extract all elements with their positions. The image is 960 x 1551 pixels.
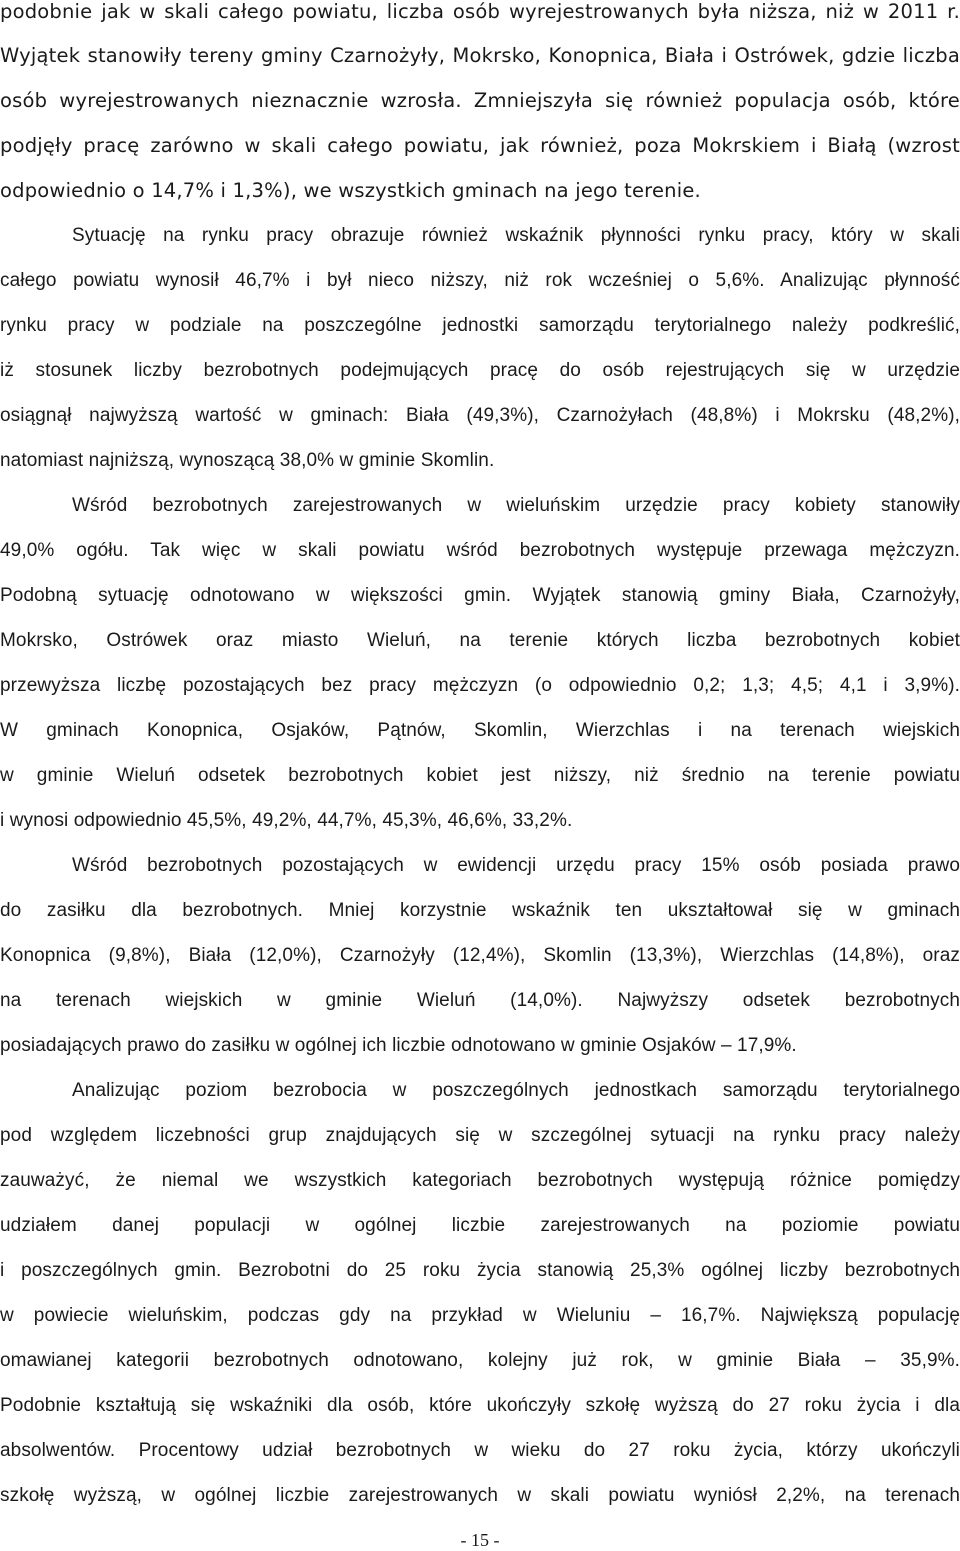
text-line: W gminach Konopnica, Osjaków, Pątnów, Skomlin, Wierzchlas i na terenach wiejskich [0,720,960,741]
text-line: w powiecie wieluńskim, podczas gdy na przykład w Wieluniu – 16,7%. Największą populację [0,1305,960,1326]
text-line: i poszczególnych gmin. Bezrobotni do 25 roku życia stanowią 25,3% ogólnej liczby bezrobotnych [0,1260,960,1281]
text-line: Wśród bezrobotnych zarejestrowanych w wieluńskim urzędzie pracy kobiety stanowiły [72,495,960,516]
text-line: Konopnica (9,8%), Biała (12,0%), Czarnożyły (12,4%), Skomlin (13,3%), Wierzchlas (14,8%), oraz [0,945,960,966]
text-line: Sytuację na rynku pracy obrazuje również wskaźnik płynności rynku pracy, który w skali [72,225,960,246]
text-line: przewyższa liczbę pozostających bez pracy mężczyzn (o odpowiednio 0,2; 1,3; 4,5; 4,1 i 3,9%). [0,675,960,696]
text-line: podobnie jak w skali całego powiatu, liczba osób wyrejestrowanych była niższa, niż w 2011 r. [0,0,960,23]
text-line: Analizując poziom bezrobocia w poszczególnych jednostkach samorządu terytorialnego [72,1080,960,1101]
text-line: podjęły pracę zarówno w skali całego powiatu, jak również, poza Mokrskiem i Białą (wzrost [0,134,960,157]
text-line: osób wyrejestrowanych nieznacznie wzrosła. Zmniejszyła się również populacja osób, które [0,89,960,112]
text-line: posiadających prawo do zasiłku w ogólnej ich liczbie odnotowano w gminie Osjaków – 17,9%. [0,1035,797,1056]
text-line: w gminie Wieluń odsetek bezrobotnych kobiet jest niższy, niż średnio na terenie powiatu [0,765,960,786]
text-line: omawianej kategorii bezrobotnych odnotowano, kolejny już rok, w gminie Biała – 35,9%. [0,1350,960,1371]
text-line: całego powiatu wynosił 46,7% i był nieco niższy, niż rok wcześniej o 5,6%. Analizując płynność [0,270,960,291]
text-line: zauważyć, że niemal we wszystkich kategoriach bezrobotnych występują różnice pomiędzy [0,1170,960,1191]
text-line: Podobną sytuację odnotowano w większości gmin. Wyjątek stanowią gminy Biała, Czarnożyły, [0,585,960,606]
text-line: na terenach wiejskich w gminie Wieluń (14,0%). Najwyższy odsetek bezrobotnych [0,990,960,1011]
text-line: do zasiłku dla bezrobotnych. Mniej korzystnie wskaźnik ten ukształtował się w gminach [0,900,960,921]
text-line: odpowiednio o 14,7% i 1,3%), we wszystkich gminach na jego terenie. [0,179,701,202]
text-line: iż stosunek liczby bezrobotnych podejmujących pracę do osób rejestrujących się w urzędzie [0,360,960,381]
text-line: Wyjątek stanowiły tereny gminy Czarnożyły, Mokrsko, Konopnica, Biała i Ostrówek, gdzie liczba [0,44,960,67]
text-line: absolwentów. Procentowy udział bezrobotnych w wieku do 27 roku życia, którzy ukończyli [0,1440,960,1461]
text-line: 49,0% ogółu. Tak więc w skali powiatu wśród bezrobotnych występuje przewaga mężczyzn. [0,540,960,561]
text-line: natomiast najniższą, wynoszącą 38,0% w gminie Skomlin. [0,450,495,471]
text-line: rynku pracy w podziale na poszczególne jednostki samorządu terytorialnego należy podkreślić, [0,315,960,336]
text-line: Mokrsko, Ostrówek oraz miasto Wieluń, na terenie których liczba bezrobotnych kobiet [0,630,960,651]
text-line: i wynosi odpowiednio 45,5%, 49,2%, 44,7%, 45,3%, 46,6%, 33,2%. [0,810,573,831]
text-line: udziałem danej populacji w ogólnej liczbie zarejestrowanych na poziomie powiatu [0,1215,960,1236]
text-line: Wśród bezrobotnych pozostających w ewidencji urzędu pracy 15% osób posiada prawo [72,855,960,876]
text-line: osiągnął najwyższą wartość w gminach: Biała (49,3%), Czarnożyłach (48,8%) i Mokrsku (48,2%), [0,405,960,426]
text-line: Podobnie kształtują się wskaźniki dla osób, które ukończyły szkołę wyższą do 27 roku życia i dla [0,1395,960,1416]
page-number: - 15 - [460,1530,500,1550]
text-line: szkołę wyższą, w ogólnej liczbie zarejestrowanych w skali powiatu wyniósł 2,2%, na terenach [0,1485,960,1506]
text-line: pod względem liczebności grup znajdujących się w szczególnej sytuacji na rynku pracy należy [0,1125,960,1146]
